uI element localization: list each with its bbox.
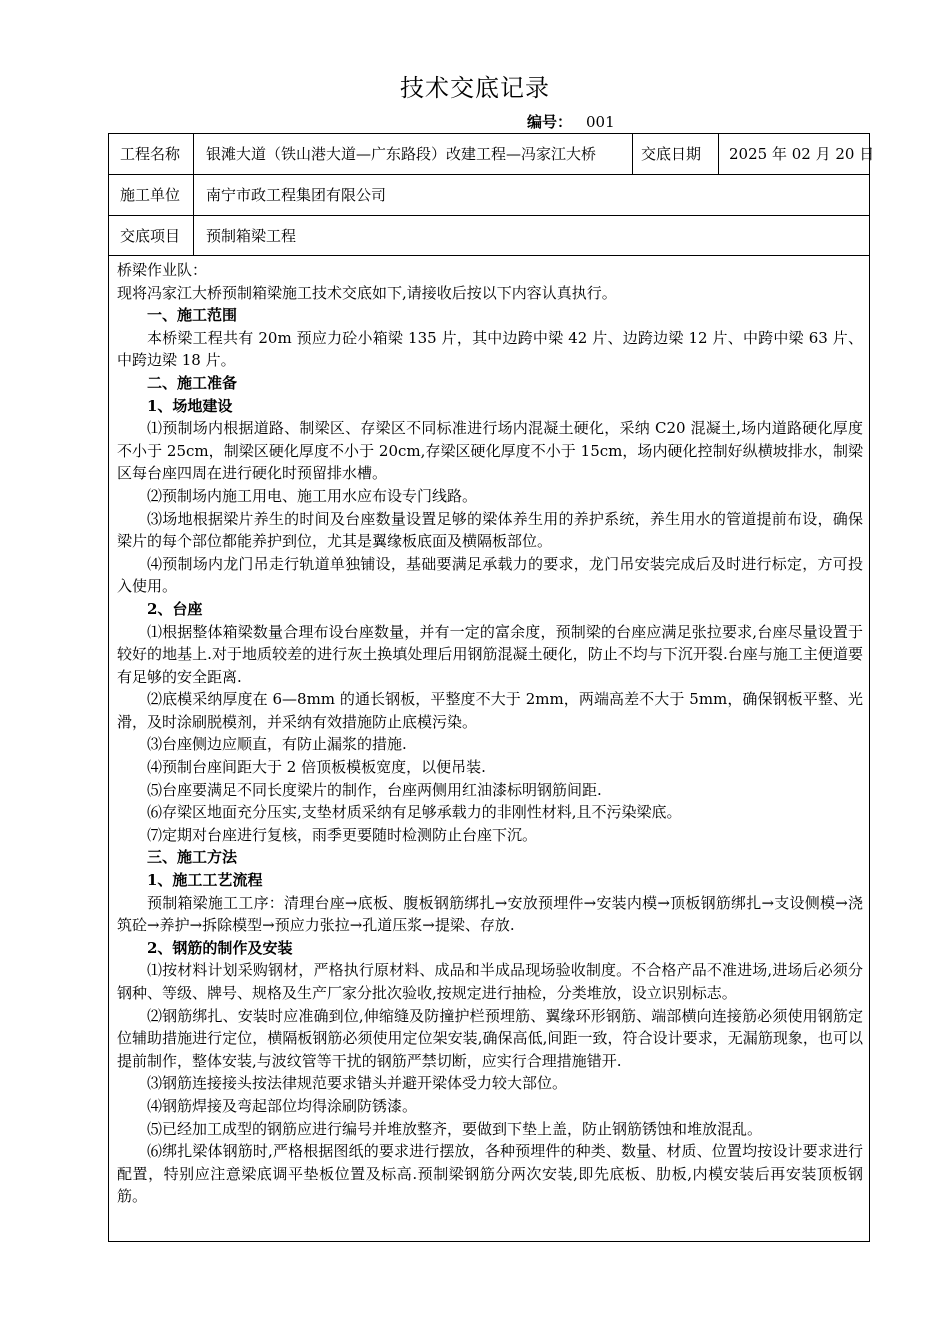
- date-label: 交底日期: [641, 145, 702, 163]
- addressee: 桥梁作业队：: [117, 261, 208, 279]
- date-value: 2025 年 02 月 20 日: [729, 145, 875, 163]
- item-label: 交底项目: [120, 227, 181, 245]
- paragraph: ⑹存梁区地面充分压实,支垫材质采纳有足够承载力的非刚性材料,且不污染梁底。: [147, 803, 682, 822]
- subsection-heading: 2、钢筋的制作及安装: [147, 938, 293, 957]
- paragraph: ⑵钢筋绑扎、安装时应准确到位,伸缩缝及防撞护栏预埋筋、翼缘环形钢筋、端部横向连接筋必须使用钢筋定位辅助措施进行定位，横隔板钢筋必须使用定位架安装,确保高低,间距一致，符合设计要求，无漏筋现象，也可以提前制作，整体安装,与波纹管等干扰的钢筋严禁切断，应实行合理措施错开.: [117, 1006, 863, 1070]
- column-divider: [193, 134, 194, 255]
- section-heading: 一、施工范围: [147, 306, 238, 325]
- disclosure-content: [117, 259, 863, 1208]
- paragraph: ⑹绑扎梁体钢筋时,严格根据图纸的要求进行摆放，各种预埋件的种类、数量、材质、位置均按设计要求进行配置，特别应注意梁底调平垫板位置及标高.预制梁钢筋分两次安装,即先底板、肋板,内模安装后再安装顶板钢筋。: [117, 1142, 863, 1206]
- item-value: 预制箱梁工程: [206, 227, 297, 245]
- row-divider: [109, 215, 869, 216]
- paragraph: 预制箱梁施工工序：清理台座→底板、腹板钢筋绑扎→安放预埋件→安装内模→顶板钢筋绑扎→支设侧模→浇筑砼→养护→拆除模型→预应力张拉→孔道压浆→提梁、存放.: [117, 893, 863, 935]
- paragraph: ⑶场地根据梁片养生的时间及台座数量设置足够的梁体养生用的养护系统，养生用水的管道提前布设，确保梁片的每个部位都能养护到位，尤其是翼缘板底面及横隔板部位。: [117, 509, 863, 551]
- paragraph: ⑴预制场内根据道路、制梁区、存梁区不同标准进行场内混凝土硬化，采纳 C20 混凝土,场内道路硬化厚度不小于 25cm，制梁区硬化厚度不小于 20cm,存梁区硬化厚度不小于 15cm，场内硬化控制好纵横坡排水，制梁区每台座四周在进行硬化时预留排水槽。: [117, 419, 863, 483]
- paragraph: 本桥梁工程共有 20m 预应力砼小箱梁 135 片，其中边跨中梁 42 片、边跨边梁 12 片、中跨中梁 63 片、中跨边梁 18 片。: [117, 328, 863, 370]
- paragraph: ⑵底模采纳厚度在 6—8mm 的通长钢板，平整度不大于 2mm，两端高差不大于 5mm，确保钢板平整、光滑，及时涂刷脱模剂，并采纳有效措施防止底模污染。: [117, 690, 863, 731]
- paragraph: ⑷预制场内龙门吊走行轨道单独铺设，基础要满足承载力的要求，龙门吊安装完成后及时进行标定，方可投入使用。: [117, 554, 863, 596]
- paragraph: ⑺定期对台座进行复核，雨季更要随时检测防止台座下沉。: [147, 825, 538, 844]
- column-divider: [718, 134, 719, 174]
- paragraph: ⑴根据整体箱梁数量合理布设台座数量，并有一定的富余度，预制梁的台座应满足张拉要求,台座尽量设置于较好的地基上.对于地质较差的进行灰土换填处理后用钢筋混凝土硬化，防止不均与下沉开裂.台座与施工主便道要有足够的安全距离.: [117, 622, 863, 686]
- paragraph: ⑵预制场内施工用电、施工用水应布设专门线路。: [147, 486, 478, 505]
- document-title: 技术交底记录: [400, 74, 550, 102]
- paragraph: ⑸已经加工成型的钢筋应进行编号并堆放整齐，要做到下垫上盖，防止钢筋锈蚀和堆放混乱。: [147, 1119, 763, 1138]
- document-number: [527, 111, 615, 132]
- paragraph: ⑶台座侧边应顺直，有防止漏浆的措施.: [147, 735, 407, 754]
- subsection-heading: 2、台座: [147, 599, 203, 618]
- project-name-value: 银滩大道（铁山港大道—广东路段）改建工程—冯家江大桥: [206, 145, 597, 163]
- intro-paragraph: 现将冯家江大桥预制箱梁施工技术交底如下,请接收后按以下内容认真执行。: [117, 283, 617, 302]
- section-heading: 二、施工准备: [147, 373, 238, 392]
- paragraph: ⑷预制台座间距大于 2 倍顶板模板宽度，以便吊装.: [147, 758, 486, 777]
- record-table: [108, 133, 875, 1242]
- project-name-label: 工程名称: [120, 145, 181, 163]
- paragraph: ⑴按材料计划采购钢材，严格执行原材料、成品和半成品现场验收制度。不合格产品不准进场,进场后必须分钢种、等级、牌号、规格及生产厂家分批次验收,按规定进行抽检，分类堆放，设立识别标志。: [117, 961, 863, 1002]
- subsection-heading: 1、场地建设: [147, 396, 233, 415]
- section-heading: 三、施工方法: [147, 848, 238, 867]
- paragraph: ⑷钢筋焊接及弯起部位均得涂刷防锈漆。: [147, 1096, 418, 1115]
- paragraph: ⑶钢筋连接接头按法律规范要求错头并避开梁体受力较大部位。: [147, 1074, 568, 1093]
- row-divider: [109, 174, 869, 175]
- unit-value: 南宁市政工程集团有限公司: [206, 186, 387, 204]
- subsection-heading: 1、施工工艺流程: [147, 871, 263, 890]
- column-divider: [632, 134, 633, 174]
- document-number-value: 001: [586, 113, 615, 131]
- document-number-label: 编号：: [527, 113, 573, 131]
- paragraph: ⑸台座要满足不同长度梁片的制作，台座两侧用红油漆标明钢筋间距.: [147, 780, 602, 799]
- row-divider: [109, 255, 869, 256]
- unit-label: 施工单位: [120, 186, 181, 204]
